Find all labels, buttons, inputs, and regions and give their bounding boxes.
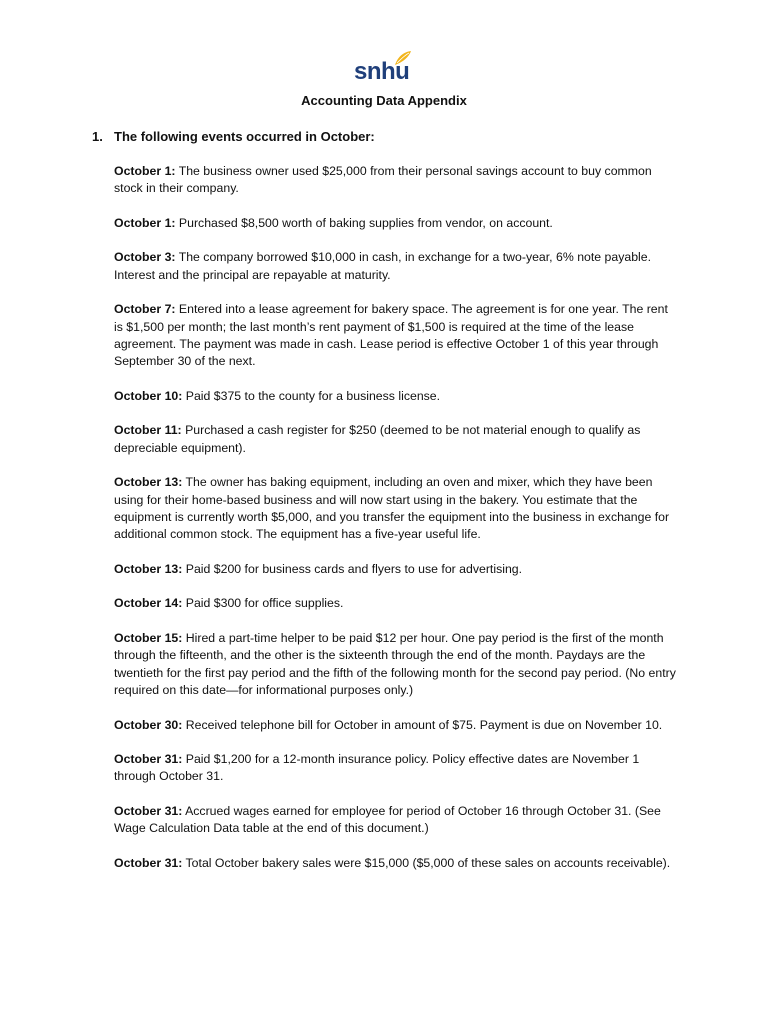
event-date: October 1:: [114, 215, 176, 230]
event-entry: [114, 717, 680, 734]
event-description: The company borrowed $10,000 in cash, in exchange for a two-year, 6% note payable. Interest and the principal are repayable at maturity.: [114, 250, 652, 282]
event-entry: [114, 561, 680, 578]
event-entry: [114, 595, 680, 612]
event-description: Purchased $8,500 worth of baking supplies from vendor, on account.: [175, 215, 553, 230]
event-date: October 7:: [114, 302, 176, 317]
event-description: Total October bakery sales were $15,000 ($5,000 of these sales on accounts receivable).: [182, 855, 671, 870]
event-description: The owner has baking equipment, including an oven and mixer, which they have been using for their home-based business and will now start using in the bakery. You estimate that the equipment is currently worth $5,000, and you transfer the equipment into the business in exchange for additional common stock. The equipment has a five-year useful life.: [114, 475, 670, 542]
event-description: Paid $200 for business cards and flyers to use for advertising.: [182, 561, 523, 576]
event-entry: [114, 249, 680, 284]
event-date: October 13:: [114, 475, 183, 490]
event-description: The business owner used $25,000 from their personal savings account to buy common stock in their company.: [114, 164, 652, 196]
event-description: Entered into a lease agreement for bakery space. The agreement is for one year. The rent is $1,500 per month; the last month’s rent payment of $1,500 is required at the time of the lease agreement. The payment was made in cash. Lease period is effective October 1 of this year through September 30 of the next.: [114, 302, 668, 369]
event-date: October 13:: [114, 561, 183, 576]
event-entry: [114, 630, 680, 699]
event-date: October 1:: [114, 164, 176, 178]
event-entry: [114, 301, 680, 370]
event-date: October 31:: [114, 803, 183, 818]
logo-text: snhu: [354, 58, 410, 85]
event-entry: [114, 215, 680, 232]
event-entry: [114, 163, 680, 198]
event-entry: [114, 803, 680, 838]
event-entry: [114, 474, 680, 543]
event-date: October 10:: [114, 388, 183, 403]
event-entry: [114, 751, 680, 786]
event-description: Accrued wages earned for employee for period of October 16 through October 31. (See Wage Calculation Data table at the end of this document.): [114, 803, 661, 836]
event-date: October 30:: [114, 717, 183, 732]
event-date: October 31:: [114, 752, 183, 767]
snhu-logo: [354, 50, 414, 90]
event-description: Paid $375 to the county for a business license.: [182, 388, 441, 403]
event-description: Paid $1,200 for a 12-month insurance policy. Policy effective dates are November 1 through October 31.: [114, 752, 640, 784]
list-number: 1.: [92, 129, 103, 144]
event-date: October 11:: [114, 423, 182, 438]
event-description: Hired a part-time helper to be paid $12 per hour. One pay period is the first of the month through the fifteenth, and the other is the sixteenth through the end of the month. Paydays are the twentieth for the first pay period and the fifth of the following month for the second pay period. (No entry required on this date—for informational purposes only.): [114, 631, 676, 697]
list-heading: The following events occurred in October:: [114, 129, 375, 144]
event-entry: [114, 855, 680, 872]
leaf-icon: [394, 50, 412, 66]
event-description: Received telephone bill for October in amount of $75. Payment is due on November 10.: [182, 717, 663, 732]
event-date: October 31:: [114, 855, 183, 870]
event-date: October 3:: [114, 250, 176, 265]
event-description: Purchased a cash register for $250 (deemed to be not material enough to qualify as depreciable equipment).: [114, 423, 641, 455]
event-entry: [114, 422, 680, 457]
event-date: October 14:: [114, 596, 183, 611]
document-title: Accounting Data Appendix: [301, 93, 467, 108]
event-date: October 15:: [114, 631, 183, 646]
event-entry: [114, 388, 680, 405]
event-description: Paid $300 for office supplies.: [182, 596, 344, 611]
event-list: [114, 163, 680, 889]
